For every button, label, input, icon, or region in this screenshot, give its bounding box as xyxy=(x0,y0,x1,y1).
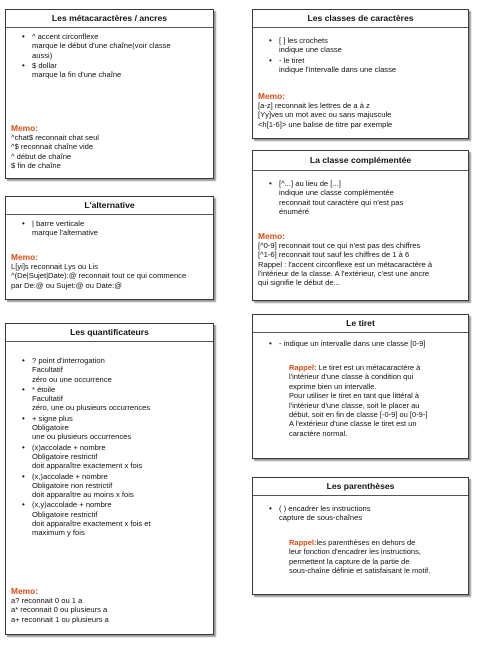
list-item xyxy=(32,219,213,238)
memo-block xyxy=(11,586,209,624)
rappel-line: leur fonction d'encadrer les instructions, xyxy=(289,547,421,557)
list-item xyxy=(32,61,213,80)
memo-title: Memo: xyxy=(258,231,285,241)
item-line: indique l'intervalle dans une classe xyxy=(279,64,397,74)
item-line: zéro ou une occurrence xyxy=(32,374,112,384)
list-item xyxy=(32,472,213,500)
list-item xyxy=(279,504,468,523)
memo-block xyxy=(11,252,209,290)
card-title: L'alternative xyxy=(6,197,213,215)
item-head: • $ dollar xyxy=(32,60,57,70)
memo-block xyxy=(258,231,464,287)
item-list xyxy=(6,356,213,538)
card-classe-complementee xyxy=(252,150,469,301)
item-line: énuméré xyxy=(279,206,309,216)
memo-line: $ fin de chaîne xyxy=(11,160,61,170)
rappel-line: caractère normal. xyxy=(289,428,348,438)
item-list xyxy=(253,36,468,74)
item-head: • (x,)accolade + nombre xyxy=(32,471,108,481)
item-list xyxy=(253,504,468,523)
list-item xyxy=(32,32,213,60)
item-list xyxy=(6,32,213,79)
list-item xyxy=(32,356,213,384)
card-title: La classe complémentée xyxy=(253,151,468,171)
item-line: Facultatif xyxy=(32,365,63,375)
memo-line: [a-z] reconnait les lettres de a à z xyxy=(258,101,370,110)
item-head: • ? point d'interrogation xyxy=(32,356,105,365)
item-line: aussi) xyxy=(32,50,53,60)
item-line: maximum y fois xyxy=(32,528,85,538)
item-head: • - indique un intervalle dans une classe [0-9] xyxy=(279,339,426,348)
memo-line: l'intérieur de la classe. A l'extérieur, c'est une ancre xyxy=(258,268,430,278)
item-head: • ^ accent circonflexe xyxy=(32,32,99,41)
item-line: une ou plusieurs occurrences xyxy=(32,432,132,442)
rappel-label: Rappel: xyxy=(289,538,317,547)
rappel-line: permettent la capture de la partie de xyxy=(289,556,410,566)
list-item xyxy=(279,36,468,55)
rappel-line: les parenthèses en dehors de xyxy=(316,538,416,547)
rappel-label: Rappel: xyxy=(289,363,317,372)
rappel-line: Le tiret est un métacaractère à xyxy=(316,363,421,372)
rappel-block xyxy=(289,363,462,438)
memo-title: Memo: xyxy=(11,123,38,133)
memo-line: a+ reconnait 1 ou plusieurs a xyxy=(11,614,109,624)
card-title: Les métacaractères / ancres xyxy=(6,10,213,28)
card-tiret xyxy=(252,314,469,459)
item-head: • - le tiret xyxy=(279,55,305,65)
item-line: doit apparaître au moins x fois xyxy=(32,490,134,500)
item-line: Obligatoire restrictif xyxy=(32,451,98,461)
memo-line: [Yy]ves un mot avec ou sans majuscule xyxy=(258,110,392,120)
item-head: • (x)accolade + nombre xyxy=(32,442,106,452)
list-item xyxy=(32,385,213,413)
memo-title: Memo: xyxy=(11,252,38,262)
card-title: Les quantificateurs xyxy=(6,324,213,342)
card-alternative xyxy=(5,196,214,300)
item-line: Obligatoire non restrictif xyxy=(32,480,113,490)
memo-block xyxy=(258,91,464,129)
card-quantificateurs xyxy=(5,323,214,635)
card-metacaracteres xyxy=(5,9,214,179)
item-list xyxy=(6,219,213,238)
memo-line: [^0-9] reconnait tout ce qui n'est pas des chiffres xyxy=(258,241,421,250)
memo-line: qui signifie le début de... xyxy=(258,278,340,288)
item-line: capture de sous-chaînes xyxy=(279,513,363,523)
memo-line: a? reconnait 0 ou 1 a xyxy=(11,596,83,605)
rappel-line: Pour utiliser le tiret en tant que littéral à xyxy=(289,391,420,401)
rappel-line: sous-chaîne définie et satisfaisant le motif. xyxy=(289,566,431,576)
item-head: • | barre verticale xyxy=(32,219,85,228)
memo-line: [^1-6] reconnait tout sauf les chiffres de 1 à 6 xyxy=(258,250,410,260)
item-line: doit apparaître exactement x fois et xyxy=(32,519,151,529)
rappel-line: exprime bien un intervalle. xyxy=(289,381,377,391)
memo-title: Memo: xyxy=(258,91,285,101)
card-classes xyxy=(252,9,469,139)
item-list xyxy=(253,339,468,348)
item-line: Obligatoire xyxy=(32,423,69,433)
item-line: Obligatoire restrictif xyxy=(32,509,98,519)
item-line: marque le début d'une chaîne(voir classe xyxy=(32,41,171,51)
rappel-line: l'intérieur d'une classe, soit le placer au xyxy=(289,400,420,410)
rappel-line: l'intérieur d'une classe à condition qui xyxy=(289,372,414,382)
item-line: indique une classe complémentée xyxy=(279,188,394,198)
memo-line: ^$ reconnait chaîne vide xyxy=(11,142,94,152)
item-line: reconnait tout caractère qui n'est pas xyxy=(279,197,404,207)
card-title: Le tiret xyxy=(253,315,468,333)
item-line: marque l'alternative xyxy=(32,228,99,238)
list-item xyxy=(279,56,468,75)
card-title: Les classes de caractères xyxy=(253,10,468,28)
memo-line: Rappel : l'accent circonflexe est un métacaractère à xyxy=(258,259,433,269)
item-head: • ( ) encadrer les instructions xyxy=(279,504,371,513)
item-line: zéro, une ou plusieurs occurrences xyxy=(32,403,151,413)
item-head: • [ ] les crochets xyxy=(279,36,328,45)
item-line: marque la fin d'une chaîne xyxy=(32,70,122,80)
item-head: • + signe plus xyxy=(32,413,73,423)
card-title: Les parenthèses xyxy=(253,478,468,496)
list-item xyxy=(279,179,468,216)
list-item xyxy=(32,443,213,471)
list-item xyxy=(279,339,468,348)
list-item xyxy=(32,500,213,537)
item-line: Facultatif xyxy=(32,394,63,404)
memo-line: <h[1-6]> une balise de titre par exemple xyxy=(258,119,393,129)
item-head: • (x,y)accolade + nombre xyxy=(32,500,112,510)
rappel-line: début, soit en fin de classe [-0-9] ou [0-9-] xyxy=(289,410,428,420)
memo-line: ^ début de chaîne xyxy=(11,151,72,161)
memo-line: L[yi]s reconnait Lys ou Lis xyxy=(11,262,99,271)
item-head: • * étoile xyxy=(32,384,56,394)
rappel-line: A l'extérieur d'une classe le tiret est un xyxy=(289,419,417,429)
memo-block xyxy=(11,123,209,170)
item-head: • [^...] au lieu de [...] xyxy=(279,179,341,188)
memo-line: ^chat$ reconnait chat seul xyxy=(11,133,99,142)
memo-title: Memo: xyxy=(11,586,38,596)
item-list xyxy=(253,179,468,216)
list-item xyxy=(32,414,213,442)
memo-line: par De:@ ou Sujet:@ ou Date:@ xyxy=(11,280,122,290)
item-line: indique une classe xyxy=(279,45,342,55)
rappel-block xyxy=(289,538,462,576)
memo-line: ^(De|Sujet|Date):@ reconnait tout ce qui commence xyxy=(11,271,187,281)
card-parentheses xyxy=(252,477,469,595)
item-line: doit apparaître exactement x fois xyxy=(32,461,143,471)
memo-line: a* reconnait 0 ou plusieurs a xyxy=(11,605,108,615)
